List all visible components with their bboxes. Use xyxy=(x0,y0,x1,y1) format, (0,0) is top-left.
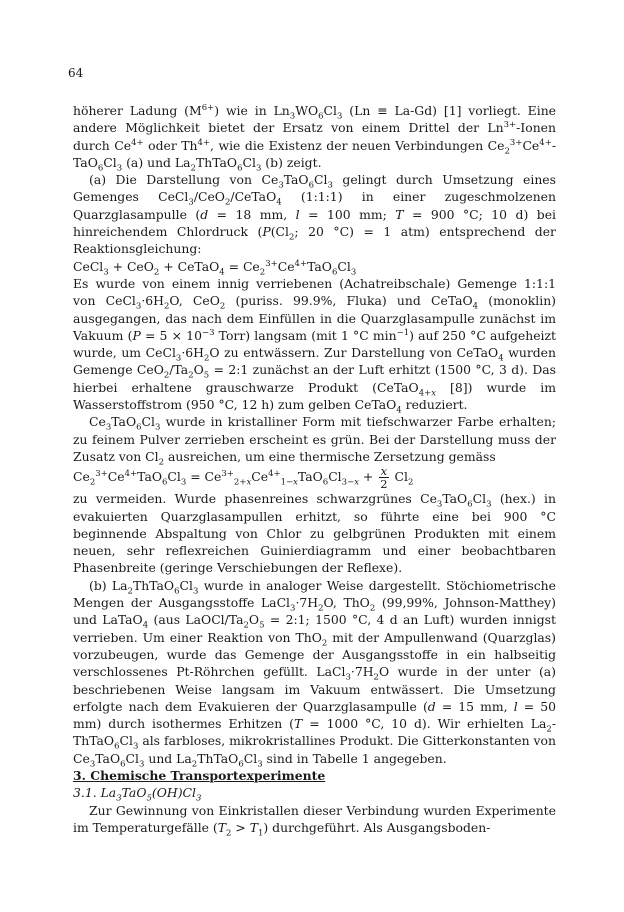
reaction-equation-2: $Ce_2^{3+}Ce^{4+}TaO_6Cl_3 = Ce^{3+}_{2+x}Ce^{4+}_{1-x}TaO_6Cl_{3-x}$ + $\frac{x}{2}$ $Cl_2$ xyxy=(73,464,414,492)
paragraph-a: (a) Die Darstellung von $Ce_3TaO_6Cl_3$ gelingt durch Umsetzung eines Gemenges CeCl$_3$/CeO$_2$/CeTaO$_4$ (1:1:1) in einer zugeschmolzenen Quarzglasampulle (d = 18 mm, l = 100 mm; T = 900 °C; 10 d) bei hinreichendem Chlordruck ($P(Cl_2$; 20 °C) = 1 atm) entsprechend der Reaktionsgleichung: xyxy=(73,172,557,257)
paragraph-a-continued: Es wurde von einem innig verriebenen (Achatreibschale) Gemenge 1:1:1 von $CeCl_3\cdot 6H_2O$, CeO$_2$ (puriss. 99.9%, Fluka) und CeTaO$_4$ (monoklin) ausgegangen, das nach dem Einfüllen in die Quarzglasampulle zunächst im Vakuum ($P = 5 \times 10^{-3}$ Torr) langsam (mit 1 °C $\min^{-1}$) auf 250 °C aufgeheizt wurde, um $CeCl_3\cdot 6H_2O$ zu entwässern. Zur Darstellung von CeTaO$_4$ wurden Gemenge $CeO_2/Ta_2O_5$ = 2:1 zunächst an der Luft erhitzt (1500 °C, 3 d). Das hierbei erhaltene grauschwarze Produkt (CeTaO$_{4+x}$ [8]) wurde im Wasserstoffstrom (950 °C, 12 h) zum gelben CeTaO$_4$ reduziert. xyxy=(73,275,557,416)
subsection-heading: 3.1. $La_3TaO_5(OH)Cl_3$ xyxy=(73,785,202,804)
paragraph-decomposition: zu vermeiden. Wurde phasenreines schwarzgrünes $Ce_3TaO_6Cl_3$ (hex.) in evakuierten Quarzglasampullen erhitzt, so führte eine bei 900 °C beginnende Abspaltung von Chlor zu gelbgrünen Produkten mit einem neuen, sehr reflexreichen Guinierdiagramm und einer beobachtbaren Phasenbreite (geringe Verschiebungen der Reflexe). xyxy=(73,491,556,576)
section-heading: 3. Chemische Transportexperimente xyxy=(73,767,326,783)
body-text xyxy=(73,102,557,839)
paragraph-crystal: $Ce_3TaO_6Cl_3$ wurde in kristalliner Form mit tiefschwarzer Farbe erhalten; zu feinem Pulver zerrieben erscheint es grün. Bei der Darstellung muss der Zusatz von $Cl_2$ ausreichen, um eine thermische Zersetzung gemäss xyxy=(73,414,556,468)
paragraph-transport: Zur Gewinnung von Einkristallen dieser Verbindung wurden Experimente im Temperaturgefälle $(T_2 > T_1)$ durchgeführt. Als Ausgangsboden- xyxy=(73,802,556,839)
paragraph-b: (b) $La_2ThTaO_6Cl_3$ wurde in analoger Weise dargestellt. Stöchiometrische Mengen der Ausgangsstoffe $LaCl_3\cdot 7H_2O$, ThO$_2$ (99,99%, Johnson-Matthey) und LaTaO$_4$ (aus LaOCl/$Ta_2O_5$ = 2:1; 1500 °C, 4 d an Luft) wurden innigst verrieben. Um einer Reaktion von ThO$_2$ mit der Ampullenwand (Quarzglas) vorzubeugen, wurde das Gemenge der Ausgangsstoffe in ein halbseitig verschlossenes Pt-Röhrchen gefüllt. $LaCl_3\cdot 7H_2O$ wurde in der unter (a) beschriebenen Weise langsam im Vakuum entwässert. Die Umsetzung erfolgte nach dem Evakuieren der Quarzglasampulle (d = 15 mm, l = 50 mm) durch isothermes Erhitzen (T = 1000 °C, 10 d). Wir erhielten $La_2-ThTaO_6Cl_3$ als farbloses, mikrokristallines Produkt. Die Gitterkonstanten von $Ce_3TaO_6Cl_3$ und $La_2ThTaO_6Cl_3$ sind in Tabelle 1 angegeben. xyxy=(73,577,557,770)
paragraph-intro: höherer Ladung $(M^{6+})$ wie in $Ln_3WO_6Cl_3$ (Ln ≡ La-Gd) [1] vorliegt. Eine andere Möglichkeit bietet der Ersatz von einem Drittel der $Ln^{3+}$-Ionen durch $Ce^{4+}$ oder $Th^{4+}$, wie die Existenz der neuen Verbindungen $Ce_2^{3+}Ce^{4+}-TaO_6Cl_3$ (a) und $La_2ThTaO_6Cl_3$ (b) zeigt. xyxy=(73,102,557,174)
reaction-equation-1: CeCl$_3$ + CeO$_2$ + CeTaO$_4$ = $Ce_2^{3+}Ce^{4+}TaO_6Cl_3$ xyxy=(73,258,357,278)
page-number: 64 xyxy=(68,66,84,80)
